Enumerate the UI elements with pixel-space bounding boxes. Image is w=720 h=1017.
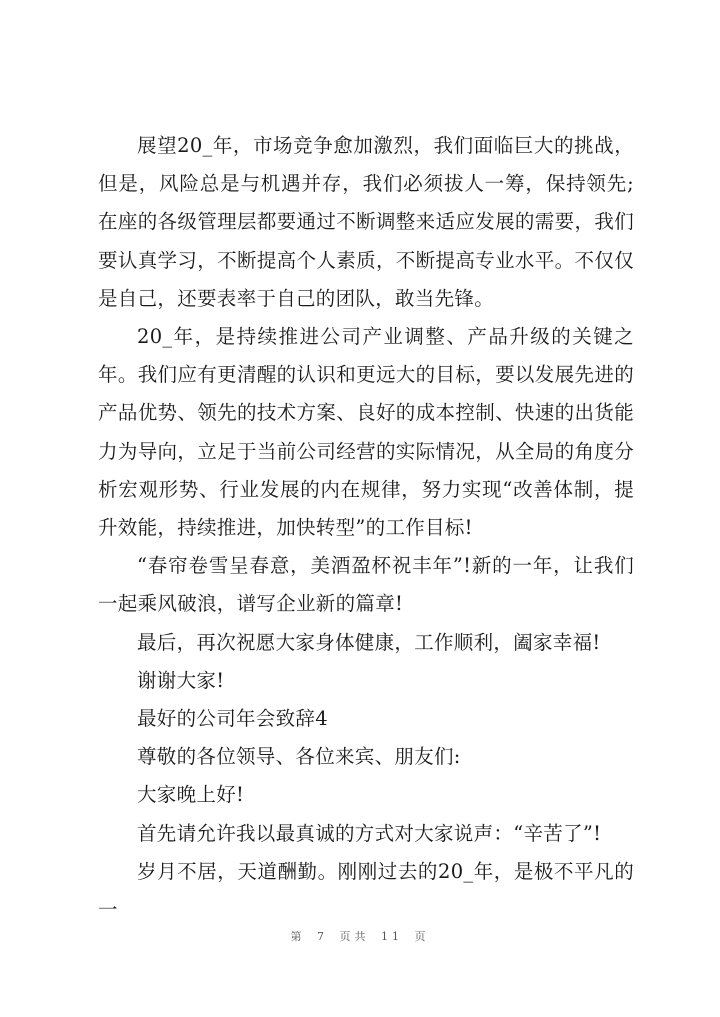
page-number: 7 [317, 930, 328, 943]
paragraph: 尊敬的各位领导、各位来宾、朋友们: [137, 745, 461, 769]
document-body [98, 127, 634, 929]
paragraph: 20_年，是持续推进公司产业调整、产品升级的关键之年。我们应有更清醒的认识和更远大的目标，要以发展先进的产品优势、领先的技术方案、良好的成本控制、快速的出货能力为导向，立足于当前公司经营的实际情况，从全局的角度分析宏观形势、行业发展的内在规律，努力实现“改善体制，提升效能，持续推进，加快转型”的工作目标! [98, 325, 634, 540]
page-footer [0, 928, 720, 944]
section-heading: 最好的公司年会致辞4 [137, 707, 328, 731]
page-prefix: 第 [290, 930, 306, 943]
paragraph: 大家晚上好! [137, 783, 245, 807]
paragraph: 首先请允许我以最真诚的方式对大家说声：“辛苦了”! [137, 821, 602, 845]
paragraph: 岁月不居，天道酬勤。刚刚过去的20_年，是极不平凡的一 [98, 859, 634, 922]
paragraph: “春帘卷雪呈春意，美酒盈杯祝丰年”!新的一年，让我们一起乘风破浪，谱写企业新的篇章! [98, 554, 634, 616]
paragraph: 最后，再次祝愿大家身体健康，工作顺利，阖家幸福! [137, 630, 601, 654]
page-total: 11 [381, 930, 403, 943]
paragraph: 谢谢大家! [137, 668, 225, 692]
paragraph: 展望20_年，市场竞争愈加激烈，我们面临巨大的挑战，但是，风险总是与机遇并存，我们必须拔人一筹，保持领先;在座的各级管理层都要通过不断调整来适应发展的需要，我们要认真学习，不断提高个人素质，不断提高专业水平。不仅仅是自己，还要表率于自己的团队，敢当先锋。 [98, 134, 634, 310]
page-middle: 页共 [339, 930, 370, 943]
page-suffix: 页 [414, 930, 430, 943]
